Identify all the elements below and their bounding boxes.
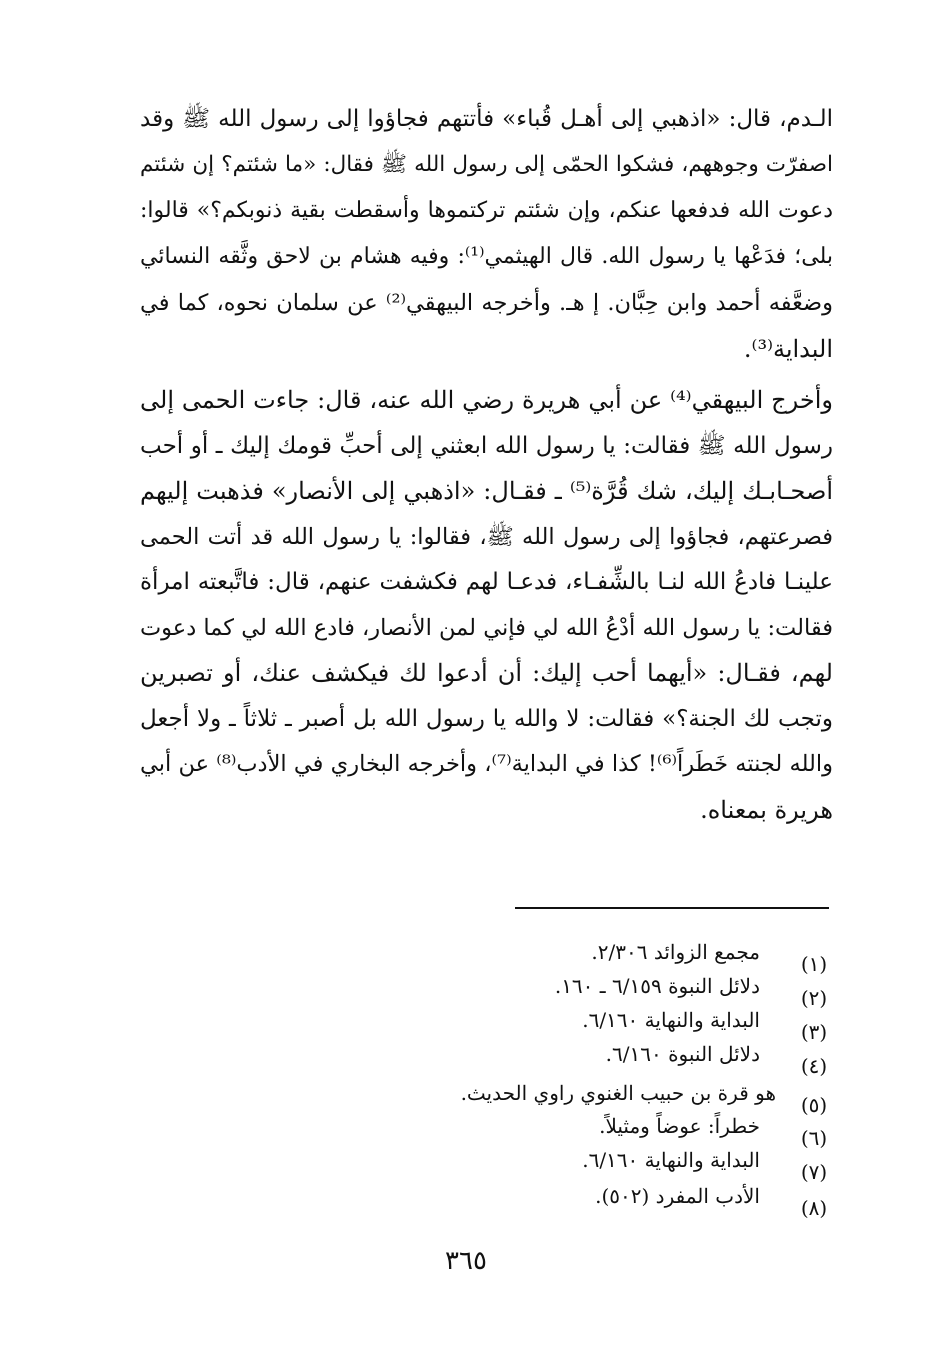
footnote-separator [515,907,829,909]
text-line: لهم، فقـال: «أيهما أحب إليك: أن أدعوا لك فيكشف عنك، أو تصبرين [140,659,833,687]
footnote-number: (٢) [800,986,828,1010]
footnote-number: (٤) [800,1054,828,1078]
text-line: فصرعتهم، فجاؤوا إلى رسول الله ﷺ، فقالوا: يا رسول الله قد أتت الحمى [140,523,833,550]
footnote-text: مجمع الزوائد ٢/٣٠٦. [591,940,760,964]
text-line: أصحـابـك إليك، شك قُرَّة⁽⁵⁾ ـ فقـال: «اذهبي إلى الأنصار» فذهبت إليهم [140,477,833,505]
footnote-number: (٣) [800,1020,828,1044]
text-line: دعوت الله فدفعها عنكم، وإن شئتم تركتموها وأسقطت بقية ذنوبكم؟» قالوا: [140,198,833,223]
text-line: بلى؛ فدَعْها يا رسول الله. قال الهيثمي⁽¹⁾: وفيه هشام بن لاحق وثَّقه النسائي [140,244,833,269]
text-line: البداية⁽³⁾. [743,335,833,363]
page-number: ٣٦٥ [445,1246,487,1276]
paragraph-1 [140,96,833,372]
footnote-text: دلائل النبوة ٦/١٦٠. [605,1042,760,1066]
footnote-number: (٦) [800,1126,828,1150]
footnote-number: (٥) [800,1093,828,1117]
footnote-number: (٧) [800,1160,828,1184]
paragraph-2 [140,378,833,833]
footnote-text: البداية والنهاية ٦/١٦٠. [582,1008,760,1032]
footnote-text: هو قرة بن حبيب الغنوي راوي الحديث. [460,1081,776,1105]
text-line: وتجب لك الجنة؟» فقالت: لا والله يا رسول الله بل أصبر ـ ثلاثاً ـ ولا أجعل [140,705,833,732]
text-line: فقالت: يا رسول الله أدْعُ الله لي فإني لمن الأنصار، فادع الله لي كما دعوت [140,614,833,641]
footnote-8 [400,1184,832,1232]
footnote-number: (١) [800,952,828,976]
footnote-text: دلائل النبوة ٦/١٥٩ ـ ١٦٠. [554,974,760,998]
text-line: وأخرج البيهقي⁽⁴⁾ عن أبي هريرة رضي الله عنه، قال: جاءت الحمى إلى [140,386,833,414]
text-line: اصفرّت وجوههم، فشكوا الحمّى إلى رسول الله ﷺ فقال: «ما شئتم؟ إن شئتم [140,152,833,177]
text-line: وضعَّفه أحمد وابن حِبَّان. إ هـ. وأخرجه البيهقي⁽²⁾ عن سلمان نحوه، كما في [140,290,833,316]
text-line: هريرة بمعناه. [700,795,833,824]
footnote-text: الأدب المفرد (٥٠٢). [595,1184,760,1208]
text-line: رسول الله ﷺ فقالت: يا رسول الله ابعثني إلى أحبِّ قومك إليك ـ أو أحب [140,432,833,459]
text-line: علينـا فادعُ الله لنـا بالشِّفـاء، فدعـا لهم فكشفت عنهم، قال: فاتَّبعته امرأة [140,569,833,595]
footnote-text: خطراً: عوضاً ومثيلاً. [599,1114,760,1138]
footnote-number: (٨) [800,1196,828,1220]
text-line: والله لجنته خَطَراً⁽⁶⁾! كذا في البداية⁽⁷⁾، وأخرجه البخاري في الأدب⁽⁸⁾ عن أبي [140,751,833,777]
footnote-text: البداية والنهاية ٦/١٦٠. [582,1148,760,1172]
text-line: الـدم، قال: «اذهبي إلى أهـل قُباء» فأتتهم فجاؤوا إلى رسول الله ﷺ وقد [140,106,833,132]
